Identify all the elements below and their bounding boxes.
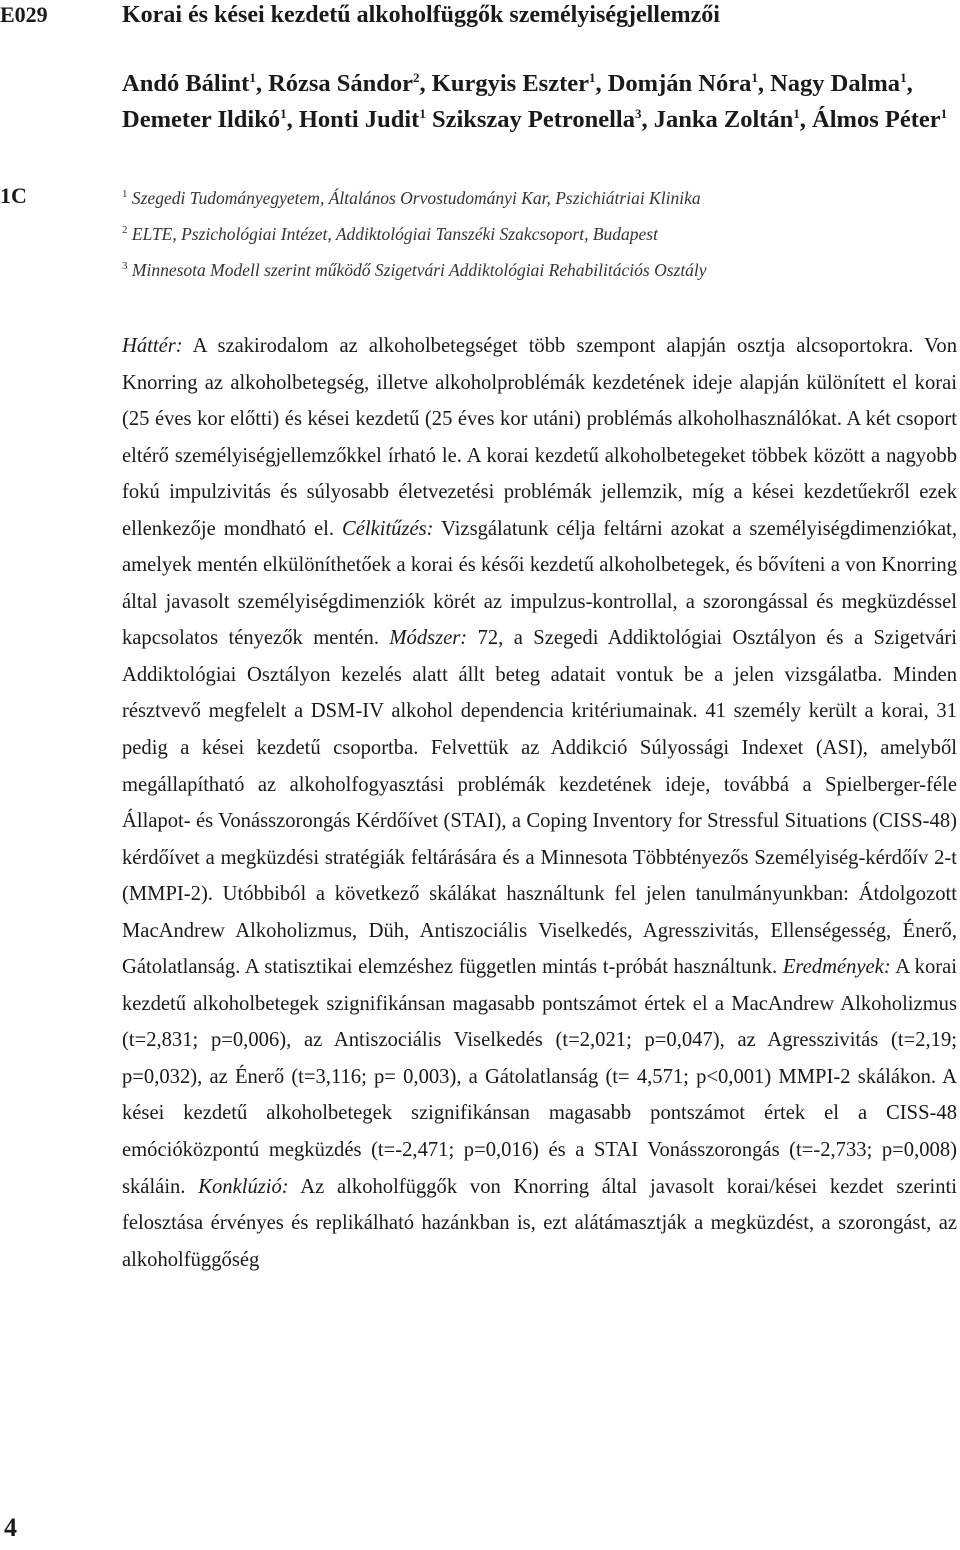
method-label: Módszer: (389, 627, 468, 650)
affiliation-text: Szegedi Tudományegyetem, Általános Orvostudományi Kar, Pszichiátriai Klinika (131, 188, 701, 208)
author-affiliation-mark: 1 (280, 106, 287, 121)
author-affiliation-mark: 1 (751, 70, 758, 85)
author-separator: , (641, 106, 654, 133)
author-separator: , (906, 70, 913, 97)
affiliation-text: Minnesota Modell szerint működő Szigetvári Addiktológiai Rehabilitációs Osztály (131, 260, 707, 280)
author-affiliation-mark: 1 (588, 70, 596, 85)
affiliation-list (122, 180, 957, 288)
author-affiliation-mark: 1 (419, 106, 426, 121)
page-number: 4 (4, 1513, 17, 1542)
affiliation-text: ELTE, Pszichológiai Intézet, Addiktológiai Tanszéki Szakcsoport, Budapest (131, 224, 658, 244)
results-text: A korai kezdetű alkoholbetegek szignifikánsan magasabb pontszámot értek el a MacAndrew Alkoholizmus (t=2,831; p=0,006), az Antiszociális Viselkedés (t=2,021; p=0,047), az Agresszivitás (t=2,19; p=0,032), az Énerő (t=3,116; p= 0,003), a Gátolatlanság (t= 4,571; p<0,001) MMPI-2 skálákon. A kései kezdetű alkoholbetegek szignifikánsan magasabb pontszámot értek el a CISS-48 emócióközpontú megküzdés (t=-2,471; p=0,016) és a STAI Vonásszorongás (t=-2,733; p=0,008) skáláin. (122, 956, 957, 1198)
author-affiliation-mark: 2 (413, 70, 420, 85)
affiliation-number: 1 (122, 188, 128, 200)
aim-label: Célkitűzés: (341, 517, 434, 540)
author-separator: , (595, 70, 608, 97)
author-separator: , (419, 70, 432, 97)
background-text: A szakirodalom az alkoholbetegséget több szempont alapján osztja alcsoportokra. Von Knorring az alkoholbetegség, illetve alkoholproblémák kezdetének ideje alapján különített el korai (25 éves kor előtti) és kései kezdetű (25 éves kor utáni) problémás alkoholhasználókat. A két csoport eltérő személyiségjellemzőkkel írható le. A korai kezdetű alkoholbetegeket többek között a nagyobb fokú impulzivitás és súlyosabb életvezetési problémák jellemzik, míg a kései kezdetűekről ezek ellenkezője mondható el. (122, 335, 957, 540)
abstract-title: Korai és kései kezdetű alkoholfüggők személyiségjellemzői (122, 2, 720, 28)
author-name: Nagy Dalma (770, 70, 901, 97)
author-separator: , (286, 106, 299, 133)
author-affiliation-mark: 3 (634, 106, 642, 121)
background-label: Háttér: (122, 335, 183, 357)
conclusion-text: Az alkoholfüggők von Knorring által javasolt korai/kései kezdet szerinti felosztása érvényes és replikálható hazánkban is, ezt alátámasztják a megküzdést, a szorongást, az alkoholfüggőség (122, 1175, 958, 1271)
affiliation-line (122, 252, 957, 288)
affiliation-number: 2 (122, 224, 128, 236)
aim-text: Vizsgálatunk célja feltárni azokat a személyiségdimenziókat, amelyek mentén elkülöníthetőek a korai és késői kezdetű alkoholbetegek, és bővíteni a von Knorring által javasolt személyiségdimenziók körét az impulzus-kontrollal, a szorongással és megküzdéssel kapcsolatos tényezők mentén. (122, 517, 958, 650)
abstract-code: E029 (0, 2, 48, 27)
method-text: 72, a Szegedi Addiktológiai Osztályon és a Szigetvári Addiktológiai Osztályon kezelés alatt állt beteg adatait vontuk be a jelen vizsgálatba. Minden résztvevő megfelelt a DSM-IV alkohol dependencia kritériumainak. 41 személy került a korai, 31 pedig a kései kezdetű csoportba. Felvettük az Addikció Súlyossági Indexet (ASI), amelyből megállapítható az alkoholfogyasztási problémák kezdetének ideje, továbbá a Spielberger-féle Állapot- és Vonásszorongás Kérdőívet (STAI), a Coping Inventory for Stressful Situations (CISS-48) kérdőívet a megküzdési stratégiák feltárására és a Minnesota Többtényezős Személyiség-kérdőív 2-t (MMPI-2). Utóbbiból a következő skálákat használtunk fel jelen tanulmányunkban: Átdolgozott MacAndrew Alkoholizmus, Düh, Antiszociális Viselkedés, Agresszivitás, Ellenségesség, Énerő, Gátolatlanság. A statisztikai elemzéshez független mintás t-próbát használtunk. (122, 627, 957, 979)
author-name: Szikszay Petronella (431, 106, 635, 133)
author-name: Andó Bálint (122, 70, 250, 97)
affiliation-line (122, 180, 957, 216)
author-list (122, 66, 957, 138)
author-separator: , (255, 70, 269, 97)
author-name: Demeter Ildikó (122, 106, 281, 133)
author-separator: , (757, 70, 771, 97)
author-affiliation-mark: 1 (249, 70, 256, 85)
author-name: Janka Zoltán (653, 106, 794, 133)
author-affiliation-mark: 1 (793, 106, 800, 121)
author-affiliation-mark: 1 (940, 106, 948, 121)
author-separator: , (799, 106, 813, 133)
author-name: Rózsa Sándor (268, 70, 414, 97)
author-name: Kurgyis Eszter (431, 70, 589, 97)
conclusion-label: Konklúzió: (198, 1175, 289, 1198)
section-label: 1C (0, 183, 27, 208)
author-name: Álmos Péter (812, 106, 941, 133)
abstract-body (122, 328, 957, 1278)
author-name: Domján Nóra (607, 70, 752, 97)
results-label: Eredmények: (782, 956, 891, 979)
affiliation-line (122, 216, 957, 252)
author-affiliation-mark: 1 (900, 70, 907, 85)
affiliation-number: 3 (122, 260, 128, 272)
author-name: Honti Judit (298, 106, 420, 133)
